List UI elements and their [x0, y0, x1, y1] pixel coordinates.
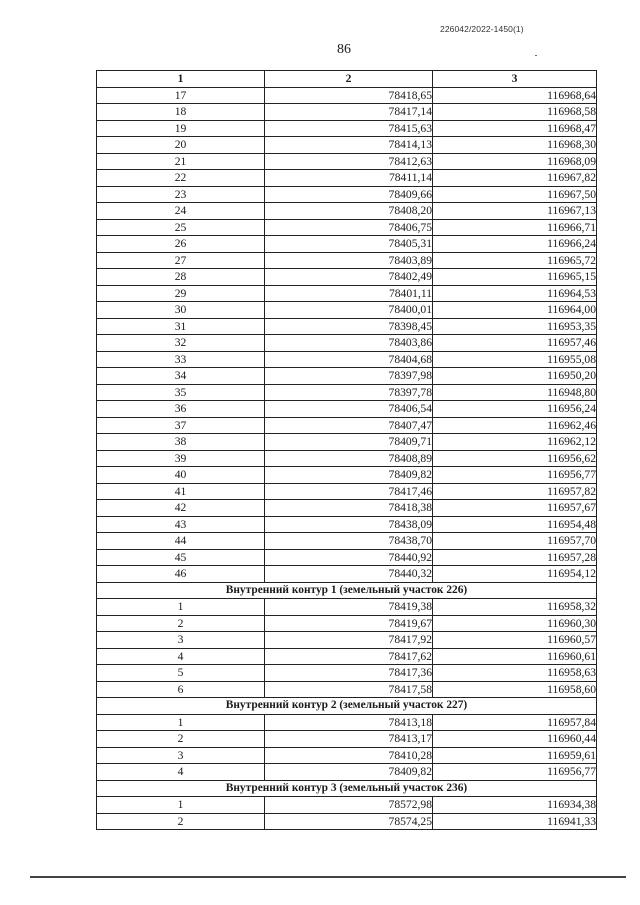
table-row [97, 170, 597, 187]
y-coordinate-cell: 116958,60 [433, 681, 597, 698]
x-coordinate-cell: 78417,92 [265, 632, 433, 649]
x-coordinate-cell: 78404,68 [265, 351, 433, 368]
point-number-cell: 37 [97, 417, 265, 434]
y-coordinate-cell: 116953,35 [433, 318, 597, 335]
table-row [97, 516, 597, 533]
point-number-cell: 45 [97, 549, 265, 566]
point-number-cell: 27 [97, 252, 265, 269]
y-coordinate-cell: 116959,61 [433, 747, 597, 764]
x-coordinate-cell: 78419,67 [265, 615, 433, 632]
point-number-cell: 46 [97, 566, 265, 583]
table-row [97, 813, 597, 830]
point-number-cell: 1 [97, 599, 265, 616]
point-number-cell: 43 [97, 516, 265, 533]
y-coordinate-cell: 116967,50 [433, 186, 597, 203]
table-row [97, 335, 597, 352]
section-title: Внутренний контур 2 (земельный участок 227) [97, 698, 597, 715]
x-coordinate-cell: 78397,98 [265, 368, 433, 385]
document-id: 226042/2022-1450(1) [440, 24, 524, 34]
y-coordinate-cell: 116957,84 [433, 714, 597, 731]
table-row [97, 533, 597, 550]
y-coordinate-cell: 116967,13 [433, 203, 597, 220]
point-number-cell: 28 [97, 269, 265, 286]
page-number: 86 [337, 42, 351, 57]
x-coordinate-cell: 78409,71 [265, 434, 433, 451]
y-coordinate-cell: 116957,46 [433, 335, 597, 352]
section-header-row [97, 582, 597, 599]
point-number-cell: 40 [97, 467, 265, 484]
y-coordinate-cell: 116956,62 [433, 450, 597, 467]
point-number-cell: 19 [97, 120, 265, 137]
y-coordinate-cell: 116950,20 [433, 368, 597, 385]
table-row [97, 632, 597, 649]
y-coordinate-cell: 116966,24 [433, 236, 597, 253]
table-row [97, 87, 597, 104]
y-coordinate-cell: 116960,30 [433, 615, 597, 632]
table-row [97, 665, 597, 682]
x-coordinate-cell: 78419,38 [265, 599, 433, 616]
y-coordinate-cell: 116957,67 [433, 500, 597, 517]
y-coordinate-cell: 116958,32 [433, 599, 597, 616]
table-row [97, 599, 597, 616]
point-number-cell: 36 [97, 401, 265, 418]
y-coordinate-cell: 116960,44 [433, 731, 597, 748]
point-number-cell: 17 [97, 87, 265, 104]
y-coordinate-cell: 116956,77 [433, 467, 597, 484]
point-number-cell: 41 [97, 483, 265, 500]
y-coordinate-cell: 116957,28 [433, 549, 597, 566]
point-number-cell: 39 [97, 450, 265, 467]
table-row [97, 269, 597, 286]
x-coordinate-cell: 78412,63 [265, 153, 433, 170]
y-coordinate-cell: 116962,46 [433, 417, 597, 434]
x-coordinate-cell: 78409,66 [265, 186, 433, 203]
point-number-cell: 32 [97, 335, 265, 352]
table-row [97, 236, 597, 253]
point-number-cell: 31 [97, 318, 265, 335]
x-coordinate-cell: 78398,45 [265, 318, 433, 335]
y-coordinate-cell: 116960,61 [433, 648, 597, 665]
x-coordinate-cell: 78400,01 [265, 302, 433, 319]
table-row [97, 500, 597, 517]
table-row [97, 252, 597, 269]
x-coordinate-cell: 78397,78 [265, 384, 433, 401]
y-coordinate-cell: 116954,48 [433, 516, 597, 533]
x-coordinate-cell: 78574,25 [265, 813, 433, 830]
y-coordinate-cell: 116934,38 [433, 797, 597, 814]
x-coordinate-cell: 78418,38 [265, 500, 433, 517]
point-number-cell: 35 [97, 384, 265, 401]
point-number-cell: 23 [97, 186, 265, 203]
table-row [97, 714, 597, 731]
y-coordinate-cell: 116968,30 [433, 137, 597, 154]
point-number-cell: 6 [97, 681, 265, 698]
x-coordinate-cell: 78418,65 [265, 87, 433, 104]
y-coordinate-cell: 116954,12 [433, 566, 597, 583]
y-coordinate-cell: 116964,00 [433, 302, 597, 319]
x-coordinate-cell: 78409,82 [265, 467, 433, 484]
point-number-cell: 44 [97, 533, 265, 550]
x-coordinate-cell: 78417,62 [265, 648, 433, 665]
x-coordinate-cell: 78408,89 [265, 450, 433, 467]
y-coordinate-cell: 116967,82 [433, 170, 597, 187]
table-row [97, 137, 597, 154]
table-row [97, 747, 597, 764]
x-coordinate-cell: 78406,54 [265, 401, 433, 418]
table-row [97, 549, 597, 566]
point-number-cell: 3 [97, 747, 265, 764]
x-coordinate-cell: 78409,82 [265, 764, 433, 781]
table-row [97, 104, 597, 121]
table-row [97, 467, 597, 484]
x-coordinate-cell: 78572,98 [265, 797, 433, 814]
x-coordinate-cell: 78438,09 [265, 516, 433, 533]
point-number-cell: 5 [97, 665, 265, 682]
x-coordinate-cell: 78401,11 [265, 285, 433, 302]
y-coordinate-cell: 116968,58 [433, 104, 597, 121]
x-coordinate-cell: 78406,75 [265, 219, 433, 236]
point-number-cell: 4 [97, 764, 265, 781]
table-row [97, 648, 597, 665]
section-title: Внутренний контур 3 (земельный участок 236) [97, 780, 597, 797]
table-row [97, 450, 597, 467]
y-coordinate-cell: 116957,82 [433, 483, 597, 500]
x-coordinate-cell: 78417,58 [265, 681, 433, 698]
header-cell: 3 [433, 71, 597, 88]
y-coordinate-cell: 116956,77 [433, 764, 597, 781]
x-coordinate-cell: 78402,49 [265, 269, 433, 286]
x-coordinate-cell: 78403,89 [265, 252, 433, 269]
x-coordinate-cell: 78438,70 [265, 533, 433, 550]
y-coordinate-cell: 116968,09 [433, 153, 597, 170]
x-coordinate-cell: 78405,31 [265, 236, 433, 253]
point-number-cell: 29 [97, 285, 265, 302]
point-number-cell: 38 [97, 434, 265, 451]
y-coordinate-cell: 116968,47 [433, 120, 597, 137]
table-row [97, 318, 597, 335]
table-row [97, 120, 597, 137]
x-coordinate-cell: 78403,86 [265, 335, 433, 352]
x-coordinate-cell: 78411,14 [265, 170, 433, 187]
table-row [97, 681, 597, 698]
point-number-cell: 20 [97, 137, 265, 154]
y-coordinate-cell: 116968,64 [433, 87, 597, 104]
y-coordinate-cell: 116957,70 [433, 533, 597, 550]
table-header-row [97, 71, 597, 88]
point-number-cell: 21 [97, 153, 265, 170]
table-row [97, 153, 597, 170]
x-coordinate-cell: 78413,17 [265, 731, 433, 748]
x-coordinate-cell: 78417,36 [265, 665, 433, 682]
x-coordinate-cell: 78408,20 [265, 203, 433, 220]
table-row [97, 483, 597, 500]
point-number-cell: 3 [97, 632, 265, 649]
table-row [97, 566, 597, 583]
y-coordinate-cell: 116964,53 [433, 285, 597, 302]
table-row [97, 219, 597, 236]
y-coordinate-cell: 116960,57 [433, 632, 597, 649]
point-number-cell: 2 [97, 813, 265, 830]
point-number-cell: 4 [97, 648, 265, 665]
table-row [97, 368, 597, 385]
point-number-cell: 26 [97, 236, 265, 253]
y-coordinate-cell: 116962,12 [433, 434, 597, 451]
point-number-cell: 30 [97, 302, 265, 319]
y-coordinate-cell: 116948,80 [433, 384, 597, 401]
table-row [97, 401, 597, 418]
point-number-cell: 22 [97, 170, 265, 187]
table-row [97, 186, 597, 203]
table-row [97, 615, 597, 632]
y-coordinate-cell: 116958,63 [433, 665, 597, 682]
scan-speck [535, 55, 537, 56]
x-coordinate-cell: 78413,18 [265, 714, 433, 731]
point-number-cell: 2 [97, 731, 265, 748]
y-coordinate-cell: 116955,08 [433, 351, 597, 368]
page-bottom-rule [30, 876, 626, 878]
point-number-cell: 42 [97, 500, 265, 517]
y-coordinate-cell: 116941,33 [433, 813, 597, 830]
y-coordinate-cell: 116965,15 [433, 269, 597, 286]
section-header-row [97, 698, 597, 715]
y-coordinate-cell: 116956,24 [433, 401, 597, 418]
point-number-cell: 34 [97, 368, 265, 385]
table-row [97, 285, 597, 302]
x-coordinate-cell: 78414,13 [265, 137, 433, 154]
point-number-cell: 2 [97, 615, 265, 632]
x-coordinate-cell: 78410,28 [265, 747, 433, 764]
point-number-cell: 1 [97, 714, 265, 731]
x-coordinate-cell: 78417,46 [265, 483, 433, 500]
table-row [97, 384, 597, 401]
table-row [97, 351, 597, 368]
table-row [97, 731, 597, 748]
point-number-cell: 24 [97, 203, 265, 220]
table-row [97, 417, 597, 434]
header-cell: 2 [265, 71, 433, 88]
x-coordinate-cell: 78440,32 [265, 566, 433, 583]
x-coordinate-cell: 78407,47 [265, 417, 433, 434]
table-body [97, 87, 597, 830]
x-coordinate-cell: 78417,14 [265, 104, 433, 121]
y-coordinate-cell: 116966,71 [433, 219, 597, 236]
table-row [97, 797, 597, 814]
x-coordinate-cell: 78415,63 [265, 120, 433, 137]
y-coordinate-cell: 116965,72 [433, 252, 597, 269]
point-number-cell: 1 [97, 797, 265, 814]
coordinates-table [96, 70, 597, 830]
table-row [97, 764, 597, 781]
point-number-cell: 18 [97, 104, 265, 121]
point-number-cell: 33 [97, 351, 265, 368]
table-row [97, 302, 597, 319]
section-header-row [97, 780, 597, 797]
table-row [97, 203, 597, 220]
point-number-cell: 25 [97, 219, 265, 236]
section-title: Внутренний контур 1 (земельный участок 226) [97, 582, 597, 599]
x-coordinate-cell: 78440,92 [265, 549, 433, 566]
table-row [97, 434, 597, 451]
header-cell: 1 [97, 71, 265, 88]
